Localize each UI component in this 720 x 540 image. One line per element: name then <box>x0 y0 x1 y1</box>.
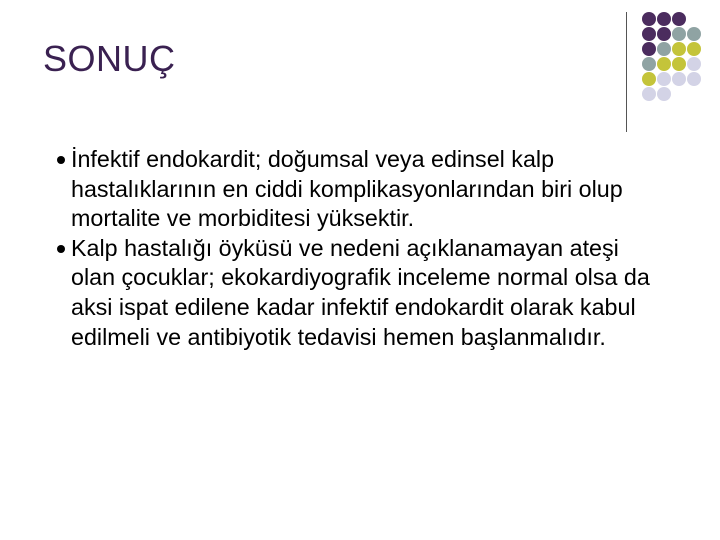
decorative-dot <box>672 27 686 41</box>
decorative-dot <box>687 72 701 86</box>
decorative-dot <box>657 72 671 86</box>
decorative-dot <box>657 27 671 41</box>
decorative-dot <box>672 12 686 26</box>
decorative-dot <box>657 42 671 56</box>
decorative-dot <box>672 42 686 56</box>
decorative-dot <box>687 27 701 41</box>
decorative-dot <box>642 27 656 41</box>
decorative-divider-line <box>626 12 627 132</box>
decorative-dot <box>642 42 656 56</box>
decorative-dot <box>672 57 686 71</box>
bullet-item <box>44 145 654 234</box>
decorative-dot <box>672 72 686 86</box>
decorative-dot <box>687 57 701 71</box>
decorative-dot <box>642 57 656 71</box>
bullet-item <box>44 234 654 352</box>
bullet-text: İnfektif endokardit; doğumsal veya edinsel kalp hastalıklarının en ciddi komplikasyonlarından biri olup mortalite ve morbiditesi yüksektir. <box>71 146 623 232</box>
bullet-dot-icon <box>57 245 65 253</box>
decorative-dot <box>642 87 656 101</box>
decorative-dot <box>687 42 701 56</box>
bullet-list <box>44 145 654 352</box>
decorative-dot <box>657 57 671 71</box>
decorative-dot <box>657 12 671 26</box>
slide-title: SONUÇ <box>43 38 176 79</box>
bullet-text: Kalp hastalığı öyküsü ve nedeni açıklanamayan ateşi olan çocuklar; ekokardiyografik inceleme normal olsa da aksi ispat edilene kadar infektif endokardit olarak kabul edilmeli ve antibiyotik tedavisi hemen başlanmalıdır. <box>71 234 650 350</box>
bullet-dot-icon <box>57 156 65 164</box>
decorative-dot <box>642 12 656 26</box>
decorative-dot <box>657 87 671 101</box>
decorative-dot <box>642 72 656 86</box>
